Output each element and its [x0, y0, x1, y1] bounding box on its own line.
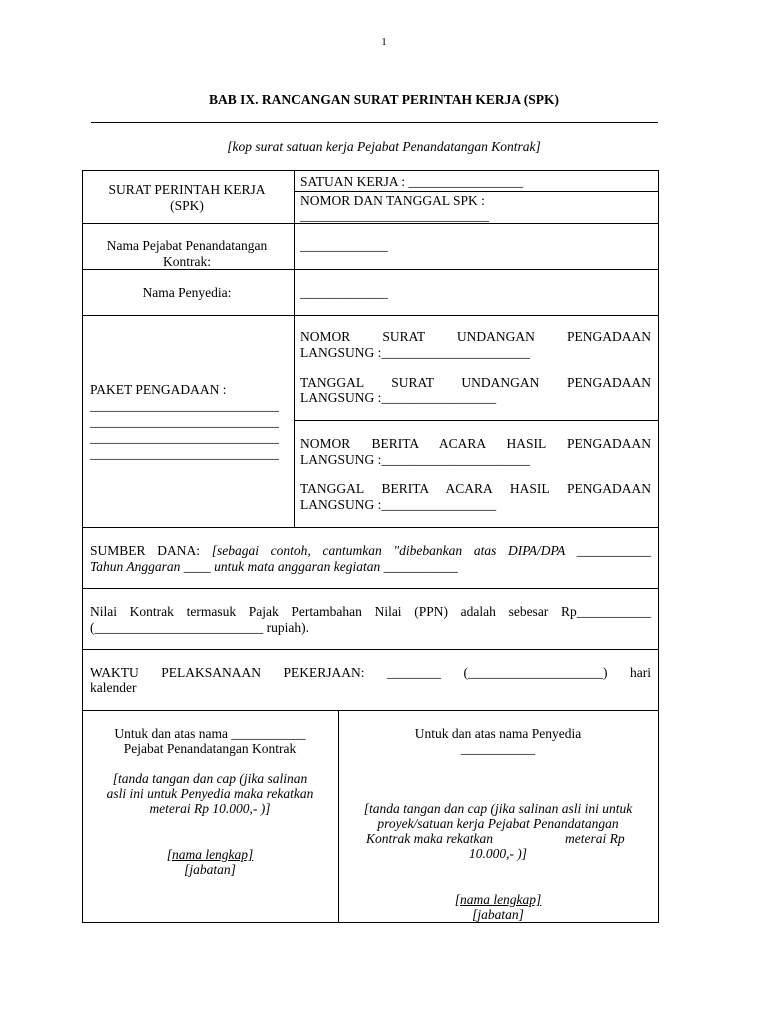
tanggal-berita-label: TANGGAL BERITA ACARA HASIL PENGADAAN — [300, 481, 651, 496]
penyedia-label: Nama Penyedia: — [142, 285, 232, 300]
sign-right-name: [nama lengkap] — [454, 892, 542, 907]
sign-right-note2: proyek/satuan kerja Pejabat Penandatangan — [377, 816, 619, 831]
sign-left-note2: asli ini untuk Penyedia maka rekatkan — [106, 786, 314, 801]
pejabat-value: _____________ — [300, 238, 388, 253]
row-divider — [83, 588, 658, 589]
paket-line: ____________________________ — [90, 414, 279, 429]
tanggal-surat-label: TANGGAL SURAT UNDANGAN PENGADAAN — [300, 375, 651, 390]
sign-right-note3a: Kontrak maka rekatkan — [366, 831, 493, 846]
sumber-dana-label: SUMBER DANA: — [90, 543, 200, 558]
nomor-berita-label: NOMOR BERITA ACARA HASIL PENGADAAN — [300, 436, 651, 451]
paket-line: ____________________________ — [90, 430, 279, 445]
row-divider — [83, 315, 658, 316]
row-divider — [83, 527, 658, 528]
sumber-dana-line2: Tahun Anggaran ____ untuk mata anggaran kegiatan ___________ — [90, 559, 458, 574]
title-rule — [91, 122, 658, 123]
waktu-line2: kalender — [90, 680, 137, 695]
sign-right-jabatan: [jabatan] — [472, 907, 524, 922]
sign-right-line2: ___________ — [460, 741, 536, 756]
sign-left-jabatan: [jabatan] — [184, 862, 236, 877]
row-divider — [83, 649, 658, 650]
letterhead-placeholder: [kop surat satuan kerja Pejabat Penandatangan Kontrak] — [227, 139, 541, 154]
cell-divider — [294, 191, 658, 192]
spk-title: SURAT PERINTAH KERJA (SPK) — [108, 182, 266, 213]
paket-line: ____________________________ — [90, 446, 279, 461]
sumber-dana-line1 — [90, 543, 651, 559]
sign-left-note1: [tanda tangan dan cap (jika salinan — [112, 771, 308, 786]
cell-divider — [294, 420, 658, 421]
nomor-tanggal-spk-blank: ____________________________ — [300, 208, 489, 223]
nomor-berita-field: LANGSUNG :______________________ — [300, 452, 530, 467]
nilai-kontrak-line2: (_________________________ rupiah). — [90, 620, 309, 635]
nomor-surat-label: NOMOR SURAT UNDANGAN PENGADAAN — [300, 329, 651, 344]
page-title: BAB IX. RANCANGAN SURAT PERINTAH KERJA (SPK) — [209, 92, 559, 107]
nomor-tanggal-spk-label: NOMOR DAN TANGGAL SPK : — [300, 193, 485, 208]
nilai-kontrak-line1: Nilai Kontrak termasuk Pajak Pertambahan Nilai (PPN) adalah sebesar Rp___________ — [90, 604, 651, 619]
sign-left-line2: Pejabat Penandatangan Kontrak — [123, 741, 297, 756]
pejabat-label: Nama Pejabat Penandatangan Kontrak: — [106, 238, 268, 269]
sign-left-name: [nama lengkap] — [166, 847, 254, 862]
tanggal-surat-field: LANGSUNG :_________________ — [300, 390, 497, 405]
paket-label: PAKET PENGADAAN : — [90, 382, 227, 397]
sign-left-line1: Untuk dan atas nama ___________ — [114, 726, 306, 741]
column-divider — [294, 171, 295, 527]
satuan-kerja-field: SATUAN KERJA : _________________ — [300, 174, 524, 189]
page-number: 1 — [381, 36, 387, 48]
paket-line: ____________________________ — [90, 398, 279, 413]
sign-right-line1: Untuk dan atas nama Penyedia — [414, 726, 582, 741]
sign-right-note3b: meterai Rp — [565, 831, 625, 846]
row-divider — [83, 710, 658, 711]
tanggal-berita-field: LANGSUNG :_________________ — [300, 497, 497, 512]
sign-left-note3: meterai Rp 10.000,- )] — [149, 801, 271, 816]
sign-right-note1: [tanda tangan dan cap (jika salinan asli ini untuk — [363, 801, 633, 816]
nomor-surat-field: LANGSUNG :______________________ — [300, 345, 530, 360]
sign-right-note4: 10.000,- )] — [468, 846, 528, 861]
waktu-line1: WAKTU PELAKSANAAN PEKERJAAN: ________ (____________________) hari — [90, 665, 651, 680]
sumber-dana-text: [sebagai contoh, cantumkan "dibebankan atas DIPA/DPA ___________ — [211, 543, 652, 558]
penyedia-value: _____________ — [300, 285, 388, 300]
